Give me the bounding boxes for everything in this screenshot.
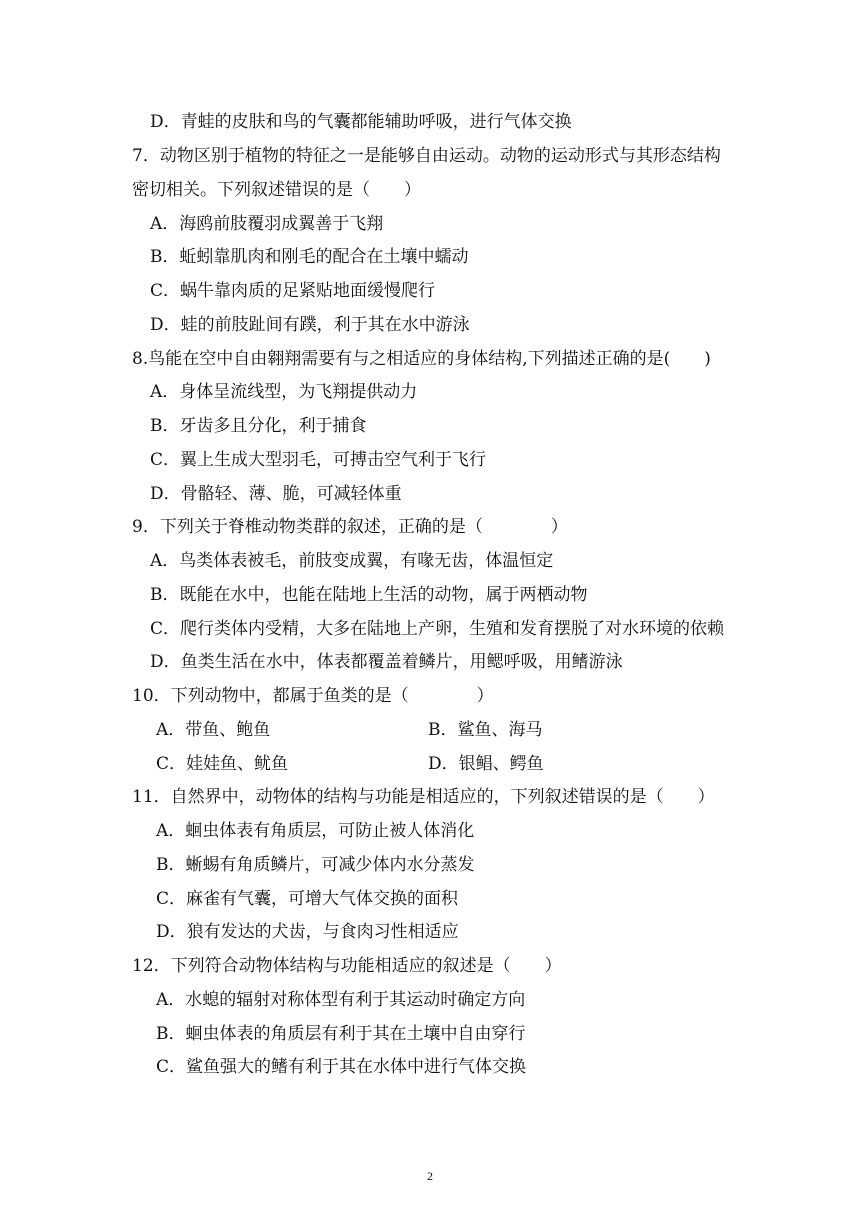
q10-option-d: D．银鲳、鳄鱼 — [428, 754, 544, 774]
q8-stem: 8.鸟能在空中自由翱翔需要有与之相适应的身体结构,下列描述正确的是( ) — [132, 349, 711, 369]
q7-option-a: A．海鸥前肢覆羽成翼善于飞翔 — [150, 214, 384, 234]
q7-option-b: B．蚯蚓靠肌肉和刚毛的配合在土壤中蠕动 — [150, 247, 469, 267]
q7-option-c: C．蜗牛靠肉质的足紧贴地面缓慢爬行 — [150, 281, 436, 301]
q10-stem: 10．下列动物中，都属于鱼类的是（ ） — [132, 686, 494, 706]
q9-option-a: A．鸟类体表被毛，前肢变成翼，有喙无齿，体温恒定 — [150, 551, 554, 571]
q11-option-d: D．狼有发达的犬齿，与食肉习性相适应 — [156, 922, 459, 942]
q7-stem-line2: 密切相关。下列叙述错误的是（ ） — [132, 180, 421, 200]
q11-option-b: B．蜥蜴有角质鳞片，可减少体内水分蒸发 — [156, 855, 475, 875]
q8-option-b: B．牙齿多且分化，利于捕食 — [150, 416, 367, 436]
q12-option-c: C．鲨鱼强大的鳍有利于其在水体中进行气体交换 — [156, 1057, 527, 1077]
q7-option-d: D．蛙的前肢趾间有蹼，利于其在水中游泳 — [150, 315, 470, 335]
q8-option-c: C．翼上生成大型羽毛，可搏击空气利于飞行 — [150, 450, 487, 470]
q10-option-a: A．带鱼、鲍鱼 — [156, 720, 271, 740]
page-number: 2 — [427, 1169, 433, 1183]
q11-stem: 11．自然界中，动物体的结构与功能是相适应的，下列叙述错误的是（ ） — [132, 787, 715, 807]
q12-option-b: B．蛔虫体表的角质层有利于其在土壤中自由穿行 — [156, 1024, 526, 1044]
q12-stem: 12．下列符合动物体结构与功能相适应的叙述是（ ） — [132, 956, 562, 976]
q10-option-c: C．娃娃鱼、鱿鱼 — [156, 754, 289, 774]
q10-option-b: B．鲨鱼、海马 — [428, 720, 543, 740]
q11-option-a: A．蛔虫体表有角质层，可防止被人体消化 — [156, 821, 475, 841]
q8-option-a: A．身体呈流线型，为飞翔提供动力 — [150, 382, 418, 402]
q9-stem: 9．下列关于脊椎动物类群的叙述，正确的是（ ） — [132, 517, 568, 537]
q9-option-c: C．爬行类体内受精，大多在陆地上产卵，生殖和发育摆脱了对水环境的依赖 — [150, 619, 725, 639]
q9-option-d: D．鱼类生活在水中，体表都覆盖着鳞片，用鳃呼吸，用鳍游泳 — [150, 652, 623, 672]
q11-option-c: C．麻雀有气囊，可增大气体交换的面积 — [156, 889, 459, 909]
q7-stem-line1: 7．动物区别于植物的特征之一是能够自由运动。动物的运动形式与其形态结构 — [132, 146, 721, 166]
q12-option-a: A．水螅的辐射对称体型有利于其运动时确定方向 — [156, 990, 526, 1010]
q6-option-d: D．青蛙的皮肤和鸟的气囊都能辅助呼吸，进行气体交换 — [150, 112, 572, 132]
q9-option-b: B．既能在水中，也能在陆地上生活的动物，属于两栖动物 — [150, 585, 588, 605]
q8-option-d: D．骨骼轻、薄、脆，可减轻体重 — [150, 484, 402, 504]
